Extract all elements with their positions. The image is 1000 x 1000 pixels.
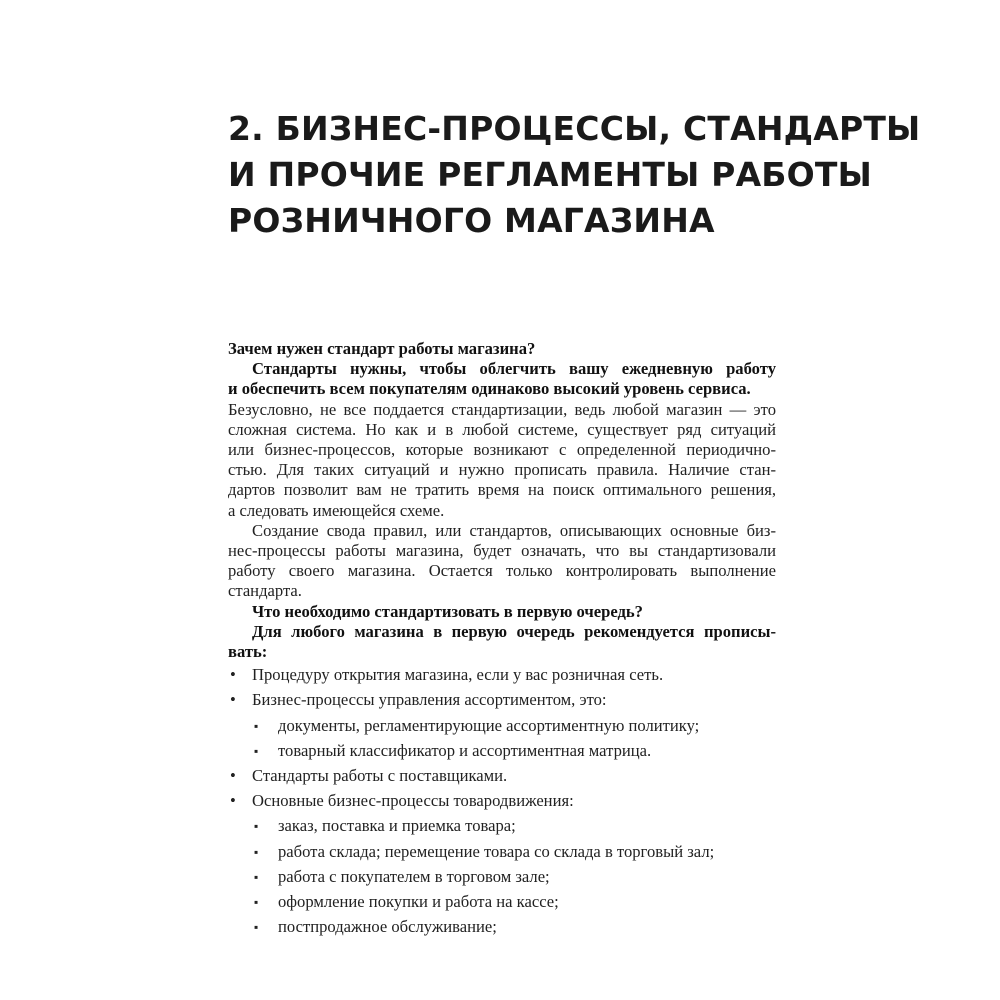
question-heading: Что необходимо стандартизовать в первую очередь? [252, 601, 643, 621]
answer-line: Стандарты нужны, чтобы облегчить вашу ежедневную работу [252, 359, 776, 379]
sub-list-item [228, 867, 776, 887]
paragraph-line: или бизнес-процессов, которые возникают с определенной периодично- [228, 440, 776, 460]
answer-line: Для любого магазина в первую очередь рекомендуется прописы- [252, 621, 776, 641]
bullet-icon: • [230, 690, 236, 710]
paragraph-line: дартов позволит вам не тратить время на поиск оптимального решения, [228, 480, 776, 500]
list-item-text: Стандарты работы с поставщиками. [252, 766, 508, 786]
answer-bold [228, 622, 776, 662]
chapter-title [228, 106, 928, 244]
sub-list-item-text: постпродажное обслуживание; [278, 917, 497, 937]
bullet-icon: • [230, 766, 236, 786]
chapter-title-line: И ПРОЧИЕ РЕГЛАМЕНТЫ РАБОТЫ [228, 155, 873, 194]
sub-list-item-text: оформление покупки и работа на кассе; [278, 892, 559, 912]
square-bullet-icon: ▪ [254, 895, 259, 910]
paragraph-line: работу своего магазина. Остается только контролировать выполнение [228, 561, 776, 581]
sub-list-item [228, 842, 776, 862]
list-item-text: Основные бизнес-процессы товародвижения: [252, 791, 574, 811]
sub-list-item-text: работа склада; перемещение товара со склада в торговый зал; [278, 841, 715, 861]
answer-bold [228, 359, 776, 399]
chapter-title-line: 2. БИЗНЕС-ПРОЦЕССЫ, СТАНДАРТЫ [228, 109, 921, 148]
paragraph-line: а следовать имеющейся схеме. [228, 500, 445, 520]
sub-list-item-text: заказ, поставка и приемка товара; [278, 816, 516, 836]
list-item-text: Процедуру открытия магазина, если у вас розничная сеть. [252, 665, 664, 685]
bullet-icon: • [230, 665, 236, 685]
square-bullet-icon: ▪ [254, 869, 259, 884]
square-bullet-icon: ▪ [254, 819, 259, 834]
sub-list-item [228, 741, 776, 761]
square-bullet-icon: ▪ [254, 743, 259, 758]
sub-list-item [228, 816, 776, 836]
chapter-title-line: РОЗНИЧНОГО МАГАЗИНА [228, 201, 715, 240]
sub-list-item-text: документы, регламентирующие ассортиментную политику; [278, 715, 700, 735]
square-bullet-icon: ▪ [254, 718, 259, 733]
sub-list-item-text: товарный классификатор и ассортиментная матрица. [278, 740, 652, 760]
paragraph-line: Создание свода правил, или стандартов, описывающих основные биз- [252, 520, 776, 540]
list-item [228, 665, 776, 685]
paragraph-line: стандарта. [228, 581, 302, 601]
paragraph-line: стью. Для таких ситуаций и нужно прописать правила. Наличие стан- [228, 460, 776, 480]
sub-list-item [228, 892, 776, 912]
square-bullet-icon: ▪ [254, 844, 259, 859]
page-body [228, 339, 776, 937]
paragraph [228, 521, 776, 602]
question-heading: Зачем нужен стандарт работы магазина? [228, 339, 536, 358]
bullet-list [228, 665, 776, 937]
answer-line: вать: [228, 642, 268, 662]
list-item-text: Бизнес-процессы управления ассортиментом, это: [252, 690, 607, 710]
paragraph-line: Безусловно, не все поддается стандартизации, ведь любой магазин — это [228, 399, 776, 419]
paragraph [228, 400, 776, 521]
list-item [228, 766, 776, 786]
answer-line: и обеспечить всем покупателям одинаково высокий уровень сервиса. [228, 379, 751, 399]
sub-list-item-text: работа с покупателем в торговом зале; [278, 866, 550, 886]
sub-list-item [228, 917, 776, 937]
square-bullet-icon: ▪ [254, 920, 259, 935]
sub-list-item [228, 716, 776, 736]
list-item [228, 791, 776, 811]
bullet-icon: • [230, 791, 236, 811]
paragraph-line: нес-процессы работы магазина, будет означать, что вы стандартизовали [228, 541, 776, 561]
paragraph-line: сложная система. Но как и в любой системе, существует ряд ситуаций [228, 419, 776, 439]
list-item [228, 690, 776, 710]
